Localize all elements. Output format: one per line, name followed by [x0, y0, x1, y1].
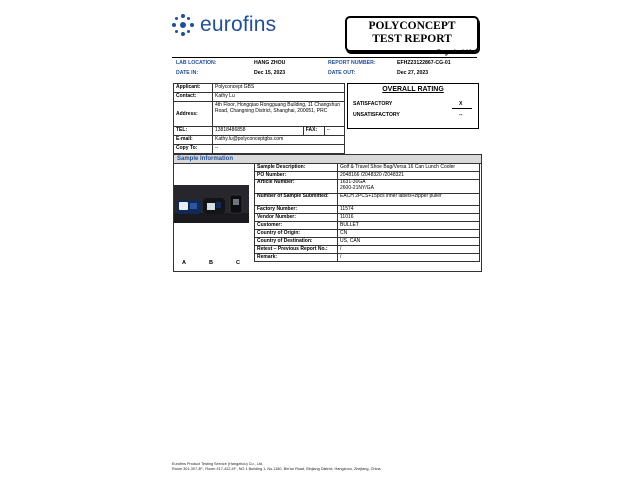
contact-row — [174, 84, 345, 93]
sample-spec-label: PO Number: — [255, 172, 338, 180]
applicant-label: Applicant: — [174, 84, 213, 93]
page-footer — [172, 462, 381, 472]
header-divider — [172, 57, 477, 58]
sample-spec-table — [254, 163, 480, 262]
sample-spec-label: Factory Number: — [255, 206, 338, 214]
photo-label-a: A — [182, 260, 186, 266]
page-number: Page 1 of 10 — [437, 50, 473, 56]
sample-spec-label: Vendor Number: — [255, 214, 338, 222]
sample-spec-label: Retest – Previous Report No.: — [255, 246, 338, 254]
sample-spec-row — [255, 164, 480, 172]
lab-location-label: LAB LOCATION: — [176, 60, 217, 66]
satisfactory-value: X — [459, 101, 463, 107]
contact-row — [174, 127, 345, 136]
date-in-value: Dec 15, 2023 — [254, 70, 286, 76]
applicant-value: Polyconcept GBS — [213, 84, 345, 93]
overall-rating-title: OVERALL RATING — [382, 86, 444, 93]
contact-value: Kathy Lu — [213, 93, 345, 102]
sample-spec-value: 11574 — [338, 206, 480, 214]
sample-spec-label: Customer: — [255, 222, 338, 230]
sample-spec-value: / — [338, 246, 480, 254]
contact-table — [173, 83, 345, 154]
sample-photo — [174, 185, 249, 223]
sample-photo-image — [174, 185, 249, 223]
sample-spec-row — [255, 230, 480, 238]
sample-spec-value: BULLET — [338, 222, 480, 230]
sample-spec-value: US, CAN — [338, 238, 480, 246]
sample-spec-row — [255, 194, 480, 206]
fax-value: -- — [324, 127, 344, 136]
footer-company: Eurofins Product Testing Service (Hangzhou) Co., Ltd. — [172, 462, 264, 466]
unsatisfactory-label: UNSATISFACTORY — [353, 112, 400, 118]
copy-to-value: -- — [213, 145, 345, 154]
footer-address: Room 301-307,3F., Room 417-422,4F., NO.1 Building 1, No.1180, Bin'an Road, Binjiang District, Hangzhou, Zhejiang, China — [172, 467, 381, 471]
date-out-label: DATE OUT: — [328, 70, 356, 76]
overall-rating-box — [347, 83, 479, 129]
contact-label: Contact: — [174, 93, 213, 102]
email-label: E-mail: — [174, 136, 213, 145]
tel-label: TEL: — [174, 127, 213, 136]
sample-spec-row — [255, 214, 480, 222]
contact-row — [174, 136, 345, 145]
sample-spec-label: Remark: — [255, 254, 338, 262]
rating-divider — [452, 108, 472, 109]
report-title-line1: POLYCONCEPT — [368, 20, 456, 32]
sample-spec-value: 1631-30GA 2600-21NY/GA — [338, 180, 480, 194]
address-label: Address: — [174, 102, 213, 127]
sample-spec-row — [255, 222, 480, 230]
fax-label: FAX: — [303, 127, 324, 136]
report-title-line2: TEST REPORT — [372, 33, 452, 45]
tel-value: 13818486858 — [213, 127, 304, 136]
sample-spec-label: Article Number: — [255, 180, 338, 194]
sample-spec-row — [255, 238, 480, 246]
date-out-value: Dec 27, 2023 — [397, 70, 429, 76]
address-value: 4th Floor, Hongqiao Rongguang Building, 11 Changshun Road, Changning District, Shanghai, 200051, PRC — [213, 102, 345, 127]
satisfactory-row — [353, 101, 473, 107]
sample-spec-row — [255, 206, 480, 214]
date-in-label: DATE IN: — [176, 70, 199, 76]
copy-to-label: Copy To: — [174, 145, 213, 154]
sample-spec-row — [255, 254, 480, 262]
email-value: Kathy.lu@polyconceptgbs.com — [213, 136, 345, 145]
sample-spec-value: 11016 — [338, 214, 480, 222]
photo-label-b: B — [209, 260, 213, 266]
contact-row — [174, 102, 345, 127]
sample-spec-label: Country of Origin: — [255, 230, 338, 238]
unsatisfactory-row — [353, 112, 473, 118]
sample-spec-row — [255, 246, 480, 254]
sample-spec-value: EACH 2PCS+15pcs inner labels+zipper puller — [338, 194, 480, 206]
report-number-value: EFHZ23122867-CG-01 — [397, 60, 451, 66]
sample-spec-label: Number of Sample Submitted: — [255, 194, 338, 206]
eurofins-logo — [172, 12, 276, 38]
eurofins-logo-mark — [172, 14, 194, 36]
sample-information-header: Sample Information — [173, 154, 482, 164]
lab-location-value: HANG ZHOU — [254, 60, 286, 66]
sample-spec-value: / — [338, 254, 480, 262]
sample-spec-value: CN — [338, 230, 480, 238]
report-number-label: REPORT NUMBER: — [328, 60, 376, 66]
satisfactory-label: SATISFACTORY — [353, 101, 393, 107]
report-title-box — [345, 16, 479, 52]
sample-spec-label: Country of Destination: — [255, 238, 338, 246]
photo-label-c: C — [236, 260, 240, 266]
unsatisfactory-value: -- — [459, 112, 463, 118]
sample-spec-value: 2048166 /2048320 /2048321 — [338, 172, 480, 180]
contact-row — [174, 93, 345, 102]
sample-spec-value: Golf & Travel Shoe Bag/Versa 16 Can Lunch Cooler — [338, 164, 480, 172]
sample-spec-row — [255, 180, 480, 194]
sample-spec-label: Sample Description: — [255, 164, 338, 172]
brand-name: eurofins — [200, 13, 277, 36]
contact-row — [174, 145, 345, 154]
